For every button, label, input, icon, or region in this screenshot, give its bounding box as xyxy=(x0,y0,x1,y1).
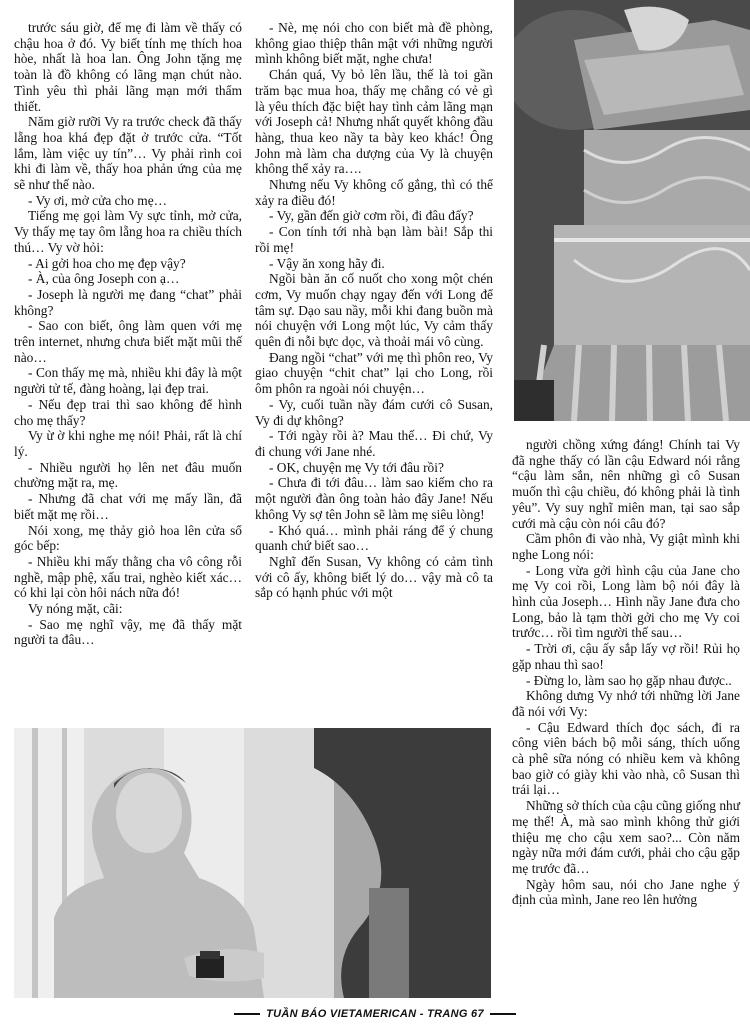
article-column-3 xyxy=(512,437,740,908)
paragraph: - Vy, gần đến giờ cơm rồi, đi đâu đấy? xyxy=(269,208,474,224)
paragraph: - Cậu Edward thích đọc sách, đi ra công viên bách bộ mỗi sáng, thích uống cà phê sữa nóng có nhiều kem và không bao giờ có giày khi vào nhà, cô Susan thì trái lại… xyxy=(512,719,740,798)
paragraph: - Vy ơi, mở cửa cho mẹ… xyxy=(28,192,168,208)
footer-rule-left xyxy=(234,1013,260,1015)
paragraph: Đang ngồi “chat” với mẹ thì phôn reo, Vy giao chuyện “chit chat” lại cho Long, rồi ôm phôn ra ngoài nói chuyện… xyxy=(255,349,493,397)
paragraph: - Vy, cuối tuần nầy đám cưới cô Susan, Vy đi dự không? xyxy=(255,396,493,428)
paragraph: - OK, chuyện mẹ Vy tới đâu rồi? xyxy=(269,459,444,475)
footer-rule-right xyxy=(490,1013,516,1015)
paragraph: Năm giờ rưỡi Vy ra trước check đã thấy lẵng hoa khá đẹp đặt ở trước cửa. “Tốt lắm, làm việc uy tín”… Vy phải rình coi khi đi làm về, thấy hoa phản ứng của mẹ sẽ như thế nào. xyxy=(14,114,242,193)
paragraph: Tiếng mẹ gọi làm Vy sực tỉnh, mở cửa, Vy thấy mẹ tay ôm lẵng hoa ra chiều thích thú… Vy vờ hỏi: xyxy=(14,208,242,255)
paragraph: - Nhưng đã chat với mẹ mấy lần, đã biết mặt mẹ rồi… xyxy=(14,491,242,522)
paragraph: - Nhiều khi mấy thằng cha vô công rỗi nghề, mập phệ, xấu trai, nghèo kiết xác… có khi lại còn hôi nách nữa đó! xyxy=(14,553,242,601)
paragraph: - Tới ngày rồi à? Mau thế… Đi chứ, Vy đi chung với Jane nhé. xyxy=(255,428,493,459)
paragraph: Chán quá, Vy bỏ lên lầu, thế là toi gần trăm bạc mua hoa, thấy mẹ chẳng có vẻ gì là yêu thích đặc biệt hay tình cảm lãng mạn với Joseph cả! Nhưng nhất quyết không đầu hàng, thua keo nầy ta bày keo khác! Ông John mà làm cha dượng của Vy là chuyện không thể xảy ra…. xyxy=(255,67,493,177)
paragraph: - Vậy ăn xong hãy đi. xyxy=(269,255,385,271)
paragraph: - Joseph là người mẹ đang “chat” phải không? xyxy=(14,286,242,318)
page-footer xyxy=(0,1004,750,1024)
paragraph: - Ai gởi hoa cho mẹ đẹp vậy? xyxy=(28,255,186,271)
paragraph: Những sở thích của cậu cũng giống như mẹ thế! À, mà sao mình không thử giới thiệu mẹ cho cậu xem sao?... Còn năm ngày nữa mới đám cưới, phải cho cậu gặp mẹ trước đã… xyxy=(512,798,740,876)
paragraph: - Con thấy mẹ mà, nhiều khi đây là một người tử tế, đàng hoàng, lại đẹp trai. xyxy=(14,365,242,397)
paragraph: - Nè, mẹ nói cho con biết mà đề phòng, không giao thiệp thân mật với những người mình không biết mặt, nghe chưa! xyxy=(255,20,493,67)
paragraph: trước sáu giờ, để mẹ đi làm về thấy có chậu hoa ở đó. Vy biết tính mẹ thích hoa hòe, nhất là hoa lan. Ông John tặng mẹ toàn là đồ không có lãng mạn chút nào. Tình yêu thì phải lãng mạn mới thẩm thiết. xyxy=(14,20,242,114)
proposal-photo xyxy=(14,728,491,998)
paragraph: Nói xong, mẹ thảy giỏ hoa lên cửa sổ góc bếp: xyxy=(14,522,242,554)
paragraph: người chồng xứng đáng! Chính tai Vy đã nghe thấy có lần cậu Edward nói rằng “cậu làm sắn, nên những gì cô Susan muốn thì cậu chiều, đó không phải là tình yêu”. Vy suy nghĩ miên man, tại sao sắp cưới mà cậu còn nói câu đó? xyxy=(512,437,740,531)
article-column-2 xyxy=(255,20,493,601)
article-column-1 xyxy=(14,20,242,648)
paragraph: Ngày hôm sau, nói cho Jane nghe ý định của mình, Jane reo lên hưởng xyxy=(512,876,740,908)
paragraph: Vy ừ ờ khi nghe mẹ nói! Phải, rất là chí lý. xyxy=(14,428,242,459)
paragraph: - À, của ông Joseph con ạ… xyxy=(28,271,180,287)
paragraph: - Chưa đi tới đâu… làm sao kiếm cho ra một người đàn ông toàn hảo đây Jane! Nếu không Vy sợ tên John sẽ làm mẹ siêu lòng! xyxy=(255,475,493,522)
paragraph: Ngồi bàn ăn cố nuốt cho xong một chén cơm, Vy muốn chạy ngay đến với Long để tâm sự. Dạo sau nầy, mỗi khi đang buồn mà nói chuyện với Long một lúc, Vy cảm thấy quên đi nỗi bực dọc, và thoải mái vô cùng. xyxy=(255,271,493,350)
paragraph: - Nhiều người họ lên net đâu muốn chường mặt ra, mẹ. xyxy=(14,459,242,491)
paragraph: Không dưng Vy nhớ tới những lời Jane đã nói với Vy: xyxy=(512,688,740,719)
paragraph: - Trời ơi, cậu ấy sắp lấy vợ rồi! Rủi họ gặp nhau thì sao! xyxy=(512,641,740,672)
paragraph: - Con tính tới nhà bạn làm bài! Sắp thi rồi mẹ! xyxy=(255,224,493,255)
paragraph: - Sao mẹ nghĩ vậy, mẹ đã thấy mặt người ta đâu… xyxy=(14,616,242,648)
paragraph: Cầm phôn đi vào nhà, Vy giật mình khi nghe Long nói: xyxy=(512,531,740,562)
paragraph: - Nếu đẹp trai thì sao không để hình cho mẹ thấy? xyxy=(14,396,242,428)
paragraph: Nhưng nếu Vy không cố gắng, thì có thể xảy ra điều đó! xyxy=(255,177,493,208)
paragraph: Nghĩ đến Susan, Vy không có cảm tình với cô ấy, không biết lý do… vậy mà cô ta sắp có hạnh phúc với một xyxy=(255,553,493,601)
paragraph: - Khó quá… mình phải ráng để ý chung quanh chứ biết sao… xyxy=(255,522,493,554)
wedding-cake-photo xyxy=(514,0,750,421)
paragraph: - Sao con biết, ông làm quen với mẹ trên internet, nhưng chưa biết mặt mũi thế nào… xyxy=(14,318,242,365)
paragraph: - Đừng lo, làm sao họ gặp nhau được.. xyxy=(526,672,732,688)
paragraph: - Long vừa gởi hình cậu của Jane cho mẹ Vy coi rồi, Long làm bộ nói đây là hình của Joseph… Hình nầy Jane đưa cho Long, bảo là tạm thời gởi cho mẹ Vy coi trước… rồi tìm người thế sau… xyxy=(512,562,740,641)
footer-text: TUẦN BÁO VIETAMERICAN - TRANG 67 xyxy=(266,1008,484,1020)
paragraph: Vy nóng mặt, cãi: xyxy=(28,601,123,617)
